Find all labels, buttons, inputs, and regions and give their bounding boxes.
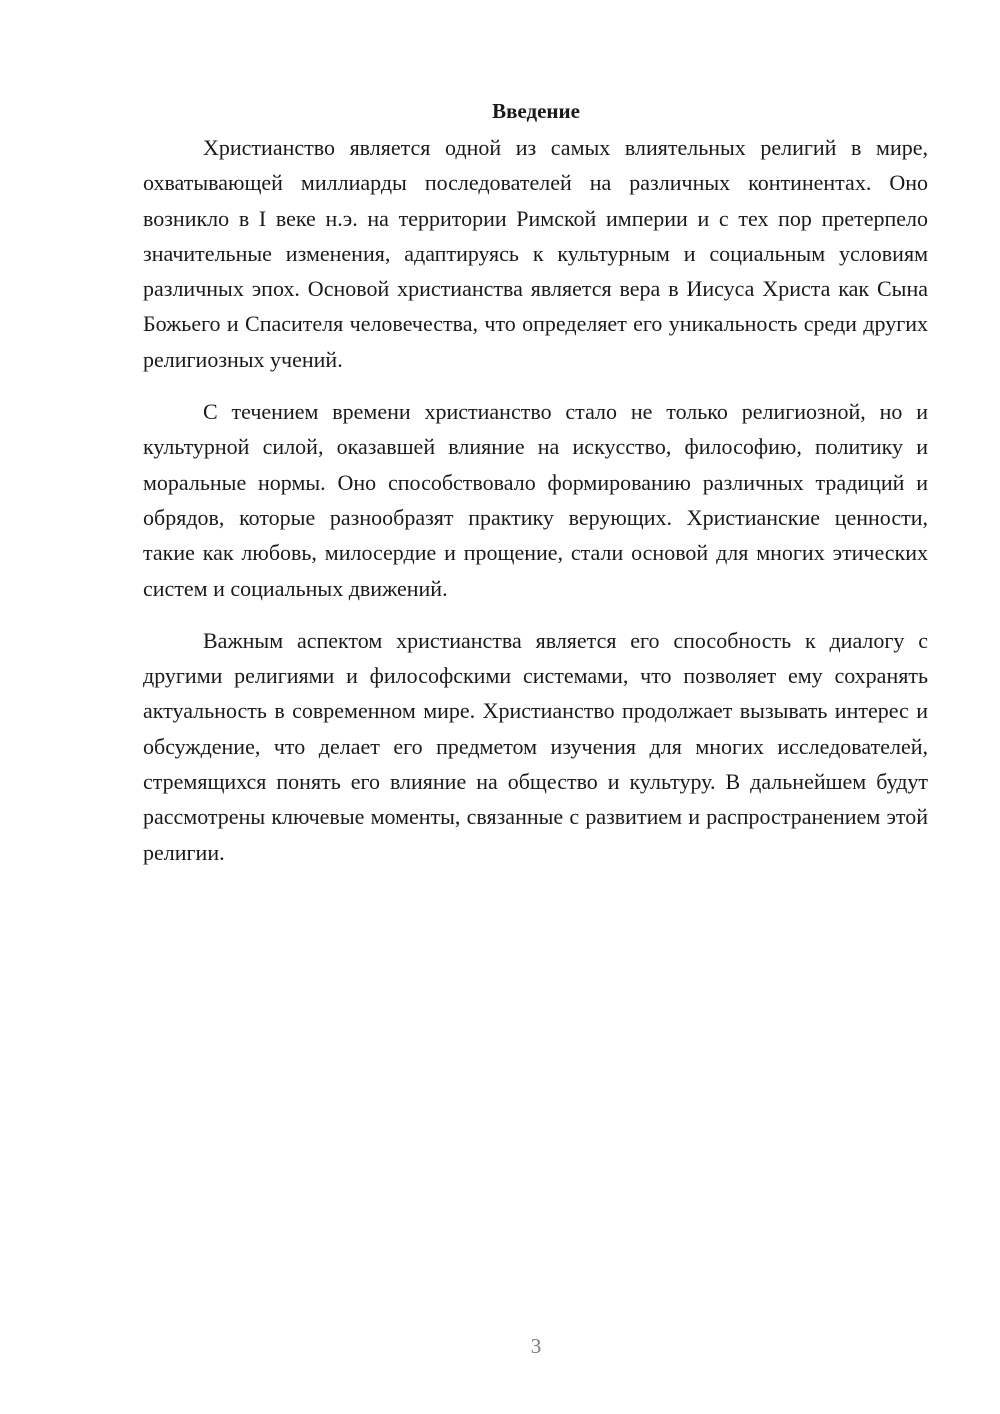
section-title: Введение <box>492 99 580 123</box>
page-number: 3 <box>530 1334 542 1358</box>
paragraph-3: Важным аспектом христианства является его способность к диалогу с другими религиями и философскими системами, что позволяет ему сохранять актуальность в современном мире. Христианство продолжает вызывать интерес и обсуждение, что делает его предметом изучения для многих исследователей, стремящихся понять его влияние на общество и культуру. В дальнейшем будут рассмотрены ключевые моменты, связанные с развитием и распространением этой религии. <box>143 627 928 865</box>
paragraph-1: Христианство является одной из самых влиятельных религий в мире, охватывающей миллиарды последователей на различных континентах. Оно возникло в I веке н.э. на территории Римской империи и с тех пор претерпело значительные изменения, адаптируясь к культурным и социальным условиям различных эпох. Основой христианства является вера в Иисуса Христа как Сына Божьего и Спасителя человечества, что определяет его уникальность среди других религиозных учений. <box>143 135 928 372</box>
page-content <box>143 96 928 870</box>
paragraph-2: С течением времени христианство стало не только религиозной, но и культурной силой, оказавшей влияние на искусство, философию, политику и моральные нормы. Оно способствовало формированию различных традиций и обрядов, которые разнообразят практику верующих. Христианские ценности, такие как любовь, милосердие и прощение, стали основой для многих этических систем и социальных движений. <box>143 399 928 601</box>
